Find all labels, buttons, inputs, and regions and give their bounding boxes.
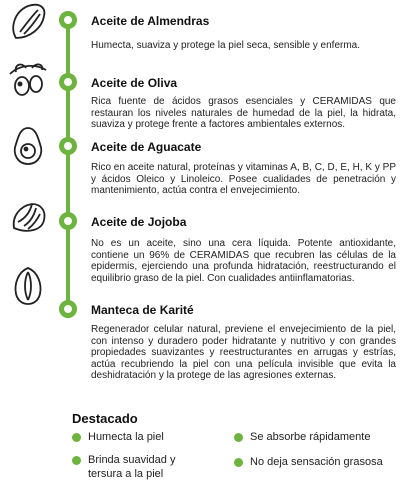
- highlight-item: [72, 430, 222, 444]
- section-title: Aceite de Aguacate: [91, 140, 202, 154]
- bullet-icon: [234, 458, 243, 467]
- shea-nut-icon: [6, 266, 50, 306]
- section-title: Manteca de Karité: [91, 303, 194, 317]
- timeline-dot: [59, 300, 77, 318]
- highlights-title: Destacado: [72, 411, 138, 426]
- timeline-dot: [59, 212, 77, 230]
- section-description: Humecta, suaviza y protege la piel seca, sensible y enferma.: [91, 40, 361, 51]
- section-title: Aceite de Almendras: [91, 14, 210, 28]
- section-description: Rica fuente de ácidos grasos esenciales y CERAMIDAS que restauran los niveles naturales de humedad de la piel, la hidrata, suaviza y protege frente a factores ambientales externos.: [91, 96, 396, 131]
- timeline-dot: [59, 137, 77, 155]
- highlight-text: Brinda suavidad y tersura a la piel: [88, 454, 176, 480]
- highlight-text: Humecta la piel: [88, 431, 164, 443]
- highlight-item: [234, 430, 409, 444]
- highlight-item: [72, 453, 207, 481]
- bullet-icon: [72, 456, 81, 465]
- olive-icon: [6, 60, 50, 100]
- timeline-dot: [59, 73, 77, 91]
- section-description: Rico en aceite natural, proteínas y vitaminas A, B, C, D, E, H, K y PP y ácidos Oleico y Linoleico. Posee cualidades de penetración y mantenimiento, actúa contra el envejecimiento.: [91, 162, 396, 197]
- section-title: Aceite de Oliva: [91, 76, 178, 90]
- avocado-icon: [6, 126, 50, 166]
- highlight-text: Se absorbe rápidamente: [250, 431, 371, 443]
- timeline-dot: [59, 11, 77, 29]
- section-description: No es un aceite, sino una cera líquida. Potente antioxidante, contiene un 96% de CERAMIDAS que recubren las células de la epidermis, ejerciendo una profunda hidratación, reestructurando el equilibrio graso de la piel. Con cualidades antiinflamatorias.: [91, 238, 396, 284]
- section-description: Regenerador celular natural, previene el envejecimiento de la piel, con intenso y duradero poder hidratante y nutritivo y con grandes propiedades suavizantes y reestructurantes en arrugas y estrías, actúa recubriendo la piel con una película invisible que evita la deshidratación y la protege de las agresiones externas.: [91, 324, 396, 382]
- bullet-icon: [72, 433, 81, 442]
- bullet-icon: [234, 433, 243, 442]
- timeline-line: [66, 20, 70, 318]
- section-title: Aceite de Jojoba: [91, 215, 187, 229]
- highlight-item: [234, 455, 409, 469]
- highlight-text: No deja sensación grasosa: [250, 456, 383, 468]
- jojoba-icon: [6, 198, 50, 238]
- almond-icon: [6, 2, 50, 42]
